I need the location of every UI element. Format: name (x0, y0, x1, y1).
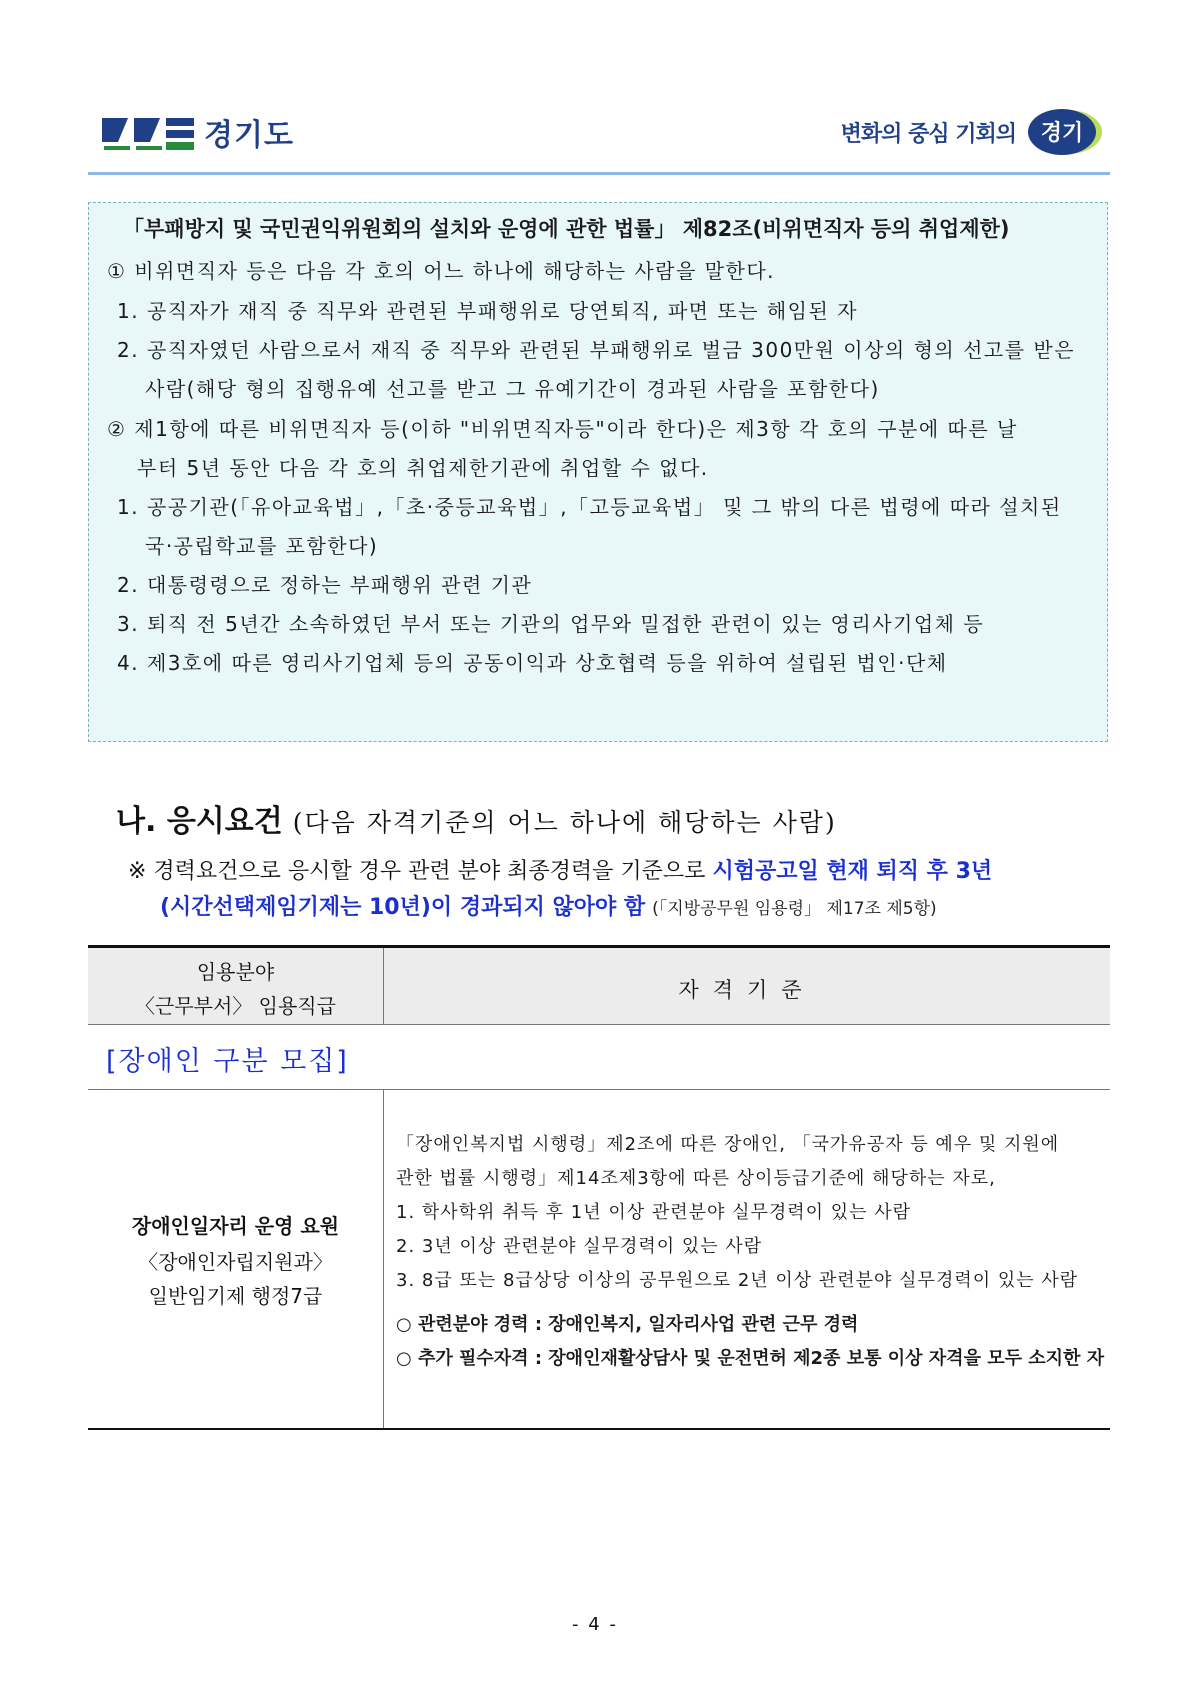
law-line: 사람(해당 형의 집행유예 선고를 받고 그 유예기간이 경과된 사람을 포함한다) (145, 377, 880, 401)
law-line: 3. 퇴직 전 5년간 소속하였던 부서 또는 기관의 업무와 밀접한 관련이 있는 영리사기업체 등 (117, 612, 985, 636)
slogan (841, 106, 1104, 158)
gyeonggi-logo (100, 110, 294, 154)
law-line: 4. 제3호에 따른 영리사기업체 등의 공동이익과 상호협력 등을 위하여 설립된 법인·단체 (117, 651, 948, 675)
law-line: 2. 공직자였던 사람으로서 재직 중 직무와 관련된 부패행위로 벌금 300만원 이상의 형의 선고를 받은 (117, 338, 1076, 362)
slogan-badge-icon (1024, 106, 1104, 158)
table-row (88, 1090, 1110, 1430)
law-line: ① 비위면직자 등은 다음 각 호의 어느 하나에 해당하는 사람을 말한다. (107, 259, 776, 283)
criteria-note-experience: ○ 관련분야 경력 : 장애인복지, 일자리사업 관련 근무 경력 (396, 1314, 859, 1335)
note-highlight-2: (시간선택제임기제는 10년)이 경과되지 않아야 함 (160, 895, 646, 920)
page-number: - 4 - (572, 1614, 618, 1635)
header-divider (88, 172, 1110, 175)
gyeonggi-logo-mark-icon (100, 112, 196, 152)
criteria-line: 1. 학사학위 취득 후 1년 이상 관련분야 실무경력이 있는 사람 (396, 1202, 912, 1223)
header-col1-line1: 임용분야 (196, 960, 275, 984)
note-reference: (「지방공무원 임용령」 제17조 제5항) (652, 899, 937, 919)
law-line: 부터 5년 동안 다음 각 호의 취업제한기관에 취업할 수 없다. (137, 456, 709, 480)
law-line: ② 제1항에 따른 비위면직자 등(이하 "비위면직자등"이라 한다)은 제3항 각 호의 구분에 따른 날 (107, 417, 1018, 441)
requirement-note-line-1 (128, 854, 992, 885)
law-line: 1. 공직자가 재직 중 직무와 관련된 부패행위로 당연퇴직, 파면 또는 해임된 자 (117, 299, 858, 323)
logo-text: 경기도 (204, 118, 294, 153)
page-header (88, 100, 1110, 175)
table-header (88, 945, 1110, 1025)
law-line: 국·공립학교를 포함한다) (145, 534, 379, 558)
criteria-note-required: ○ 추가 필수자격 : 장애인재활상담사 및 운전면허 제2종 보통 이상 자격을 모두 소지한 자 (396, 1348, 1105, 1369)
law-line: 1. 공공기관(「유아교육법」,「초·중등교육법」,「고등교육법」 및 그 밖의 다른 법령에 따라 설치된 (117, 495, 1062, 519)
section-heading (116, 796, 837, 840)
table-group-row (88, 1025, 1110, 1090)
criteria-line: 3. 8급 또는 8급상당 이상의 공무원으로 2년 이상 관련분야 실무경력이 있는 사람 (396, 1270, 1079, 1291)
header-col-position (88, 948, 384, 1025)
criteria-cell (384, 1090, 1110, 1428)
slogan-badge (1024, 106, 1104, 158)
criteria-line: 「장애인복지법 시행령」제2조에 따른 장애인, 「국가유공자 등 예우 및 지원에 (396, 1134, 1060, 1155)
header-col1-line2: 〈근무부서〉 임용직급 (135, 994, 336, 1018)
position-field: 장애인일자리 운영 요원 (131, 1214, 340, 1238)
position-cell (88, 1090, 384, 1428)
section-title: 나. 응시요건 (116, 804, 283, 839)
slogan-text: 변화의 중심 기회의 (840, 121, 1016, 147)
requirement-note-line-2 (160, 890, 937, 921)
note-highlight-1: 시험공고일 현재 퇴직 후 3년 (712, 859, 993, 884)
header-col-criteria: 자격기준 (678, 978, 816, 1002)
position-dept: 〈장애인자립지원과〉 (138, 1250, 333, 1274)
criteria-line: 관한 법률 시행령」제14조제3항에 따른 상이등급기준에 해당하는 자로, (396, 1168, 996, 1189)
position-grade: 일반임기제 행정7급 (148, 1284, 323, 1308)
law-title: 「부패방지 및 국민권익위원회의 설치와 운영에 관한 법률」 제82조(비위면직자 등의 취업제한) (123, 217, 1010, 241)
criteria-line: 2. 3년 이상 관련분야 실무경력이 있는 사람 (396, 1236, 763, 1257)
group-label: [장애인 구분 모집] (106, 1046, 349, 1077)
law-excerpt-box (88, 202, 1108, 742)
slogan-badge-text: 경기 (1040, 121, 1084, 146)
section-subtitle: (다음 자격기준의 어느 하나에 해당하는 사람) (292, 808, 837, 837)
note-prefix: ※ 경력요건으로 응시할 경우 관련 분야 최종경력을 기준으로 (128, 859, 706, 884)
law-line: 2. 대통령령으로 정하는 부패행위 관련 기관 (117, 573, 533, 597)
